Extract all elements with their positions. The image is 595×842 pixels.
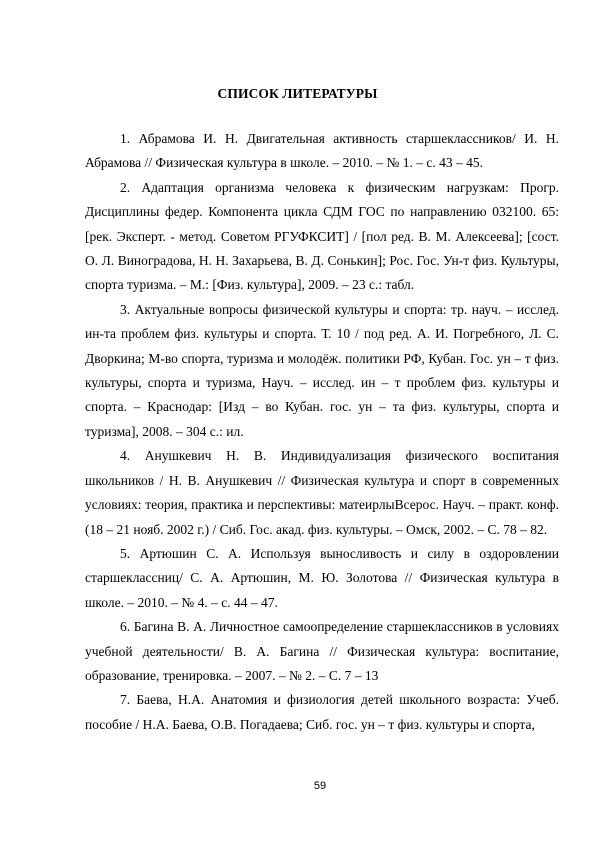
reference-list — [85, 127, 559, 737]
reference-item: 6. Багина В. А. Личностное самоопределение старшеклассников в условиях учебной деятельности/ В. А. Багина // Физическая культура: воспитание, образование, тренировка. – 2007. – № 2. – С. 7 – 13 — [85, 619, 559, 683]
page-number: 59 — [313, 780, 327, 792]
reference-item: 3. Актуальные вопросы физической культуры и спорта: тр. науч. – исслед. ин-та проблем физ. культуры и спорта. Т. 10 / под ред. А. И. Погребного, Л. С. Дворкина; М-во спорта, туризма и молодёж. политики РФ, Кубан. Гос. ун – т физ. культуры, спорта и туризма, Науч. – исслед. ин – т проблем физ. культуры и спорта. – Краснодар: [Изд – во Кубан. гос. ун – та физ. культуры, спорта и туризма], 2008. – 304 с.: ил. — [85, 301, 559, 439]
reference-item: 7. Баева, Н.А. Анатомия и физиология детей школьного возраста: Учеб. пособие / Н.А. Баева, О.В. Погадаева; Сиб. гос. ун – т физ. культуры и спорта, — [85, 692, 559, 732]
page-title: СПИСОК ЛИТЕРАТУРЫ — [217, 86, 378, 101]
reference-item: 4. Анушкевич Н. В. Индивидуализация физического воспитания школьников / Н. В. Анушкевич // Физическая культура и спорт в современных условиях: теория, практика и перспективы: матеирлыВсерос. Науч. – практ. конф. (18 – 21 нояб. 2002 г.) / Сиб. Гос. акад. физ. культуры. – Омск, 2002. – С. 78 – 82. — [85, 448, 559, 537]
reference-item: 2. Адаптация организма человека к физическим нагрузкам: Прогр. Дисциплины федер. Компонента цикла СДМ ГОС по направлению 032100. 65: [рек. Эксперт. - метод. Советом РГУФКСИТ] / [пол ред. В. М. Алексеева]; [сост. О. Л. Виноградова, Н. Н. Захарьева, В. Д. Сонькин]; Рос. Гос. Ун-т физ. Культуры, спорта туризма. – М.: [Физ. культура], 2009. – 23 с.: табл. — [85, 179, 559, 293]
reference-item: 1. Абрамова И. Н. Двигательная активность старшеклассников/ И. Н. Абрамова // Физическая культура в школе. – 2010. – № 1. – с. 43 – 45. — [85, 131, 559, 171]
reference-item: 5. Артюшин С. А. Используя выносливость и силу в оздоровлении старшеклассниц/ С. А. Артюшин, М. Ю. Золотова // Физическая культура в школе. – 2010. – № 4. – с. 44 – 47. — [85, 545, 559, 610]
